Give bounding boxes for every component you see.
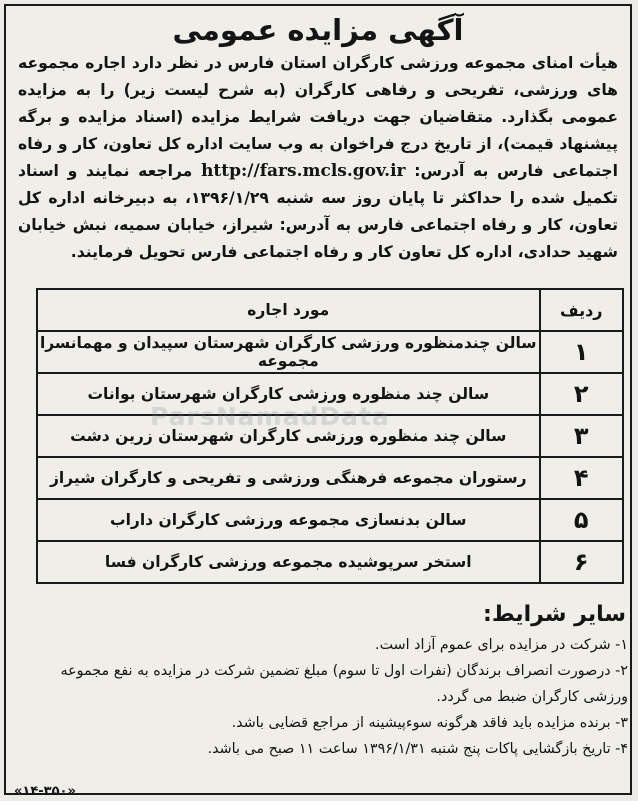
table-row — [37, 499, 623, 541]
other-conditions — [20, 600, 628, 762]
row-item: سالن بدنسازی مجموعه ورزشی کارگران داراب — [37, 499, 540, 541]
table-row — [37, 415, 623, 457]
intro-text-2: مراجعه نمایند و اسناد تکمیل شده را حداکثر تا پایان روز سه شنبه ۱۳۹۶/۱/۲۹، به دبیرخانه اداره کل تعاون، کار و رفاه اجتماعی فارس به آدرس: شیراز، خیابان سمیه، نبش خیابان شهید حدادی، اداره کل تعاون کار و رفاه اجتماعی فارس تحویل فرمایند. — [18, 162, 618, 261]
table-row — [37, 373, 623, 415]
row-number: ۵ — [540, 499, 623, 541]
notice-title: آگهی مزایده عمومی — [172, 13, 464, 47]
row-item: استخر سرپوشیده مجموعه ورزشی کارگران فسا — [37, 541, 540, 583]
row-number: ۳ — [540, 415, 623, 457]
row-number: ۴ — [540, 457, 623, 499]
website-link[interactable]: http://fars.mcls.gov.ir — [201, 161, 406, 181]
condition-item: ۴- تاریخ بازگشایی پاکات پنج شنبه ۱۳۹۶/۱/۳۱ ساعت ۱۱ صبح می باشد. — [207, 741, 628, 757]
header-item: مورد اجاره — [37, 289, 540, 331]
table-row — [37, 457, 623, 499]
row-number: ۶ — [540, 541, 623, 583]
watermark: ParsNamadData — [150, 402, 390, 431]
intro-text-1: هیأت امنای مجموعه ورزشی کارگران استان فارس در نظر دارد اجاره مجموعه های ورزشی، تفریحی و رفاهی کارگران (به شرح لیست زیر) را به مزایده عمومی بگذارد. متقاضیان جهت دریافت شرایط مزایده (اسناد مزایده و برگه پیشنهاد قیمت)، از تاریخ درج فراخوان به وب سایت اداره کل تعاون، کار و رفاه اجتماعی فارس به آدرس: — [18, 54, 619, 180]
condition-item: ۲- درصورت انصراف برندگان (نفرات اول تا سوم) مبلغ تضمین شرکت در مزایده به نفع مجموعه ورزشی کارگران ضبط می گردد. — [60, 663, 628, 705]
row-item: سالن چند منظوره ورزشی کارگران شهرستان زرین دشت — [37, 415, 540, 457]
row-number: ۲ — [540, 373, 623, 415]
table-row — [37, 331, 623, 373]
row-item: سالن چند منظوره ورزشی کارگران شهرستان بوانات — [37, 373, 540, 415]
table-row — [37, 541, 623, 583]
header-row-no: ردیف — [540, 289, 623, 331]
condition-item: ۱- شرکت در مزایده برای عموم آزاد است. — [375, 637, 628, 653]
notice-intro — [18, 50, 618, 266]
other-conditions-title: سایر شرایط: — [483, 602, 626, 627]
condition-item: ۳- برنده مزایده باید فاقد هرگونه سوءپیشینه از مراجع قضایی باشد. — [231, 715, 628, 731]
row-item: سالن چندمنظوره ورزشی کارگران شهرستان سپیدان و مهمانسرا مجموعه — [37, 331, 540, 373]
footer-code: «۱۴-۳۵۰» — [14, 784, 76, 799]
row-number: ۱ — [540, 331, 623, 373]
lease-items-table — [36, 288, 624, 584]
row-item: رستوران مجموعه فرهنگی ورزشی و تفریحی و کارگران شیراز — [37, 457, 540, 499]
table-header-row — [37, 289, 623, 331]
